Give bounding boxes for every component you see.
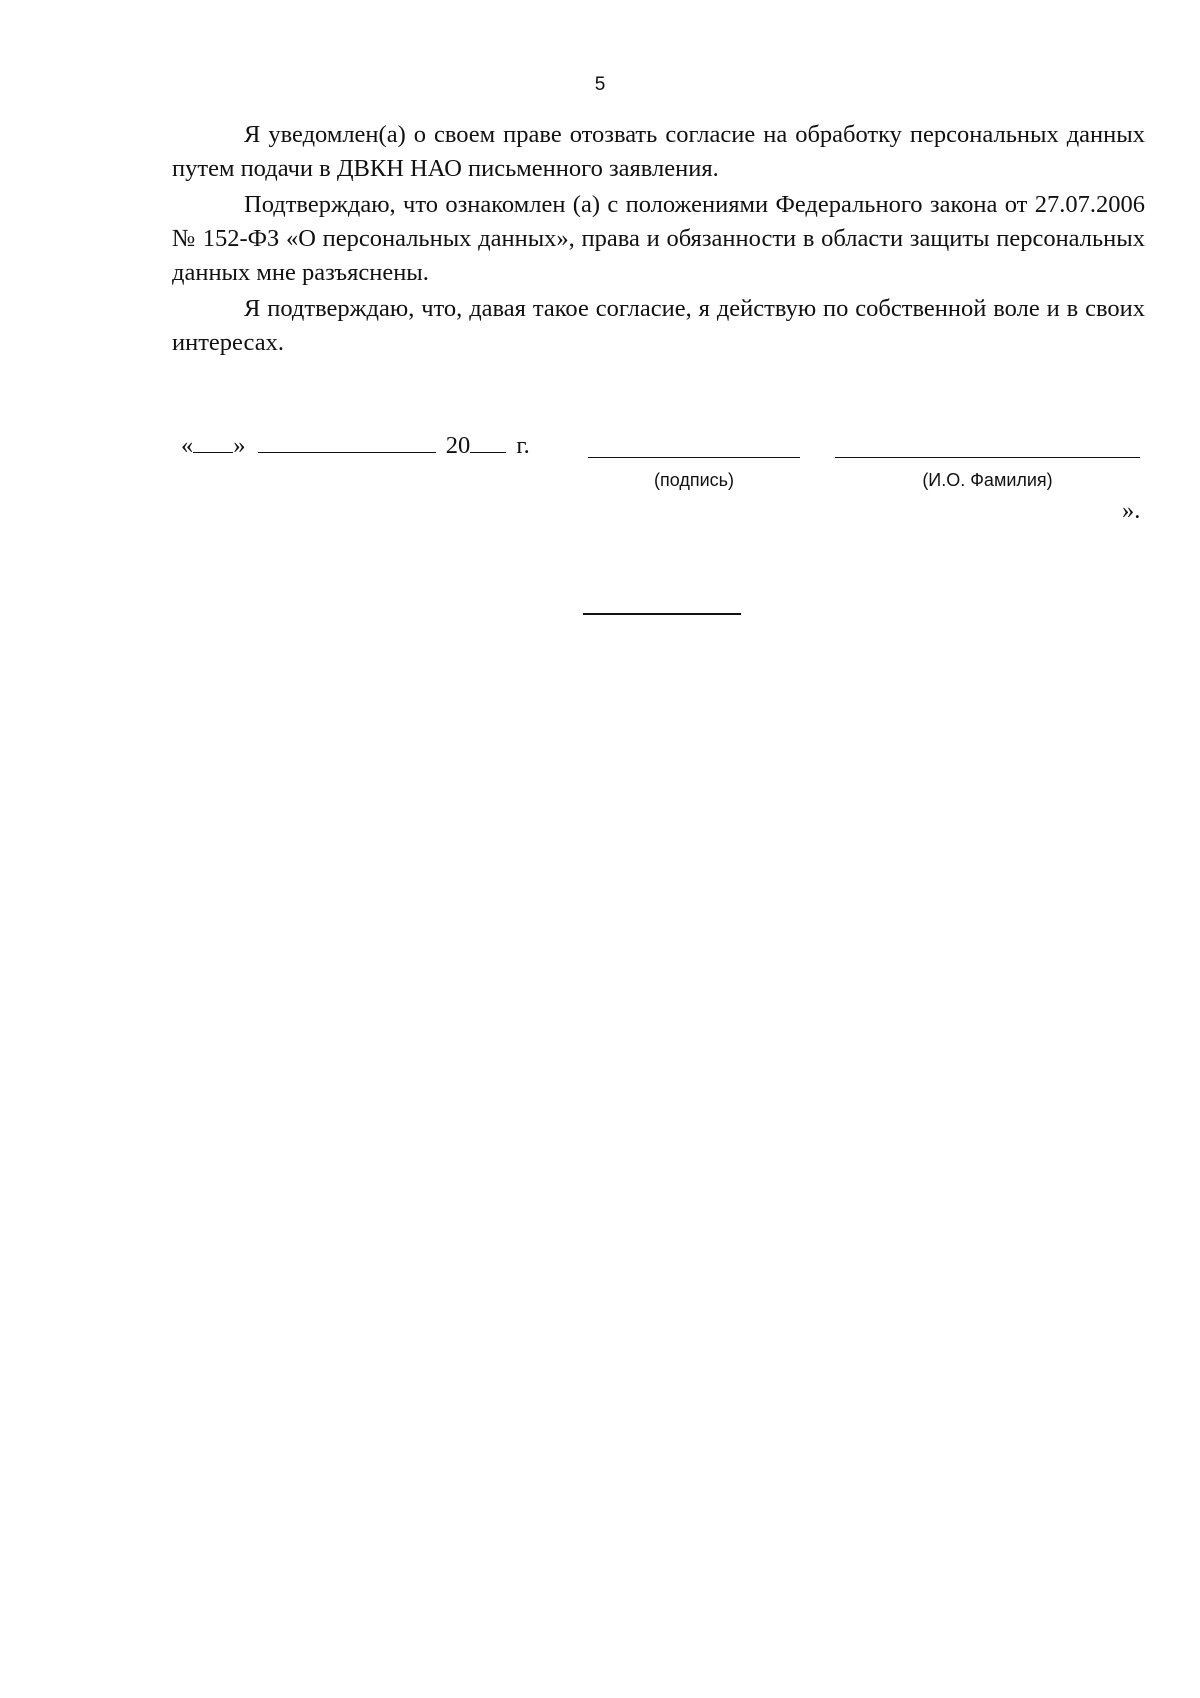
open-quote: «	[181, 432, 194, 459]
name-line[interactable]	[835, 457, 1140, 458]
paragraph-law-acknowledgement: Подтверждаю, что ознакомлен (а) с положениями Федерального закона от 27.07.2006 № 152-ФЗ «О персональных данных», права и обязанности в области защиты персональных данных мне разъяснены.	[172, 191, 1145, 286]
page-number: 5	[594, 74, 606, 95]
signature-line[interactable]	[588, 457, 800, 458]
date-field	[181, 430, 530, 460]
signature-block	[0, 430, 1200, 520]
closing-quote: ».	[1122, 497, 1141, 524]
signature-caption: (подпись)	[653, 470, 735, 490]
end-of-document-rule	[583, 613, 741, 615]
consent-text	[172, 118, 1145, 362]
paragraph-free-will: Я подтверждаю, что, давая такое согласие, я действую по собственной воле и в своих интересах.	[172, 295, 1145, 356]
year-suffix: г.	[516, 432, 530, 459]
name-caption: (И.О. Фамилия)	[922, 470, 1053, 490]
paragraph-withdraw-right: Я уведомлен(а) о своем праве отозвать согласие на обработку персональных данных путем подачи в ДВКН НАО письменного заявления.	[172, 121, 1145, 182]
day-blank[interactable]	[193, 430, 233, 453]
year-blank[interactable]	[470, 430, 506, 453]
year-prefix: 20	[445, 432, 471, 459]
month-blank[interactable]	[258, 430, 436, 453]
close-quote: »	[233, 432, 246, 459]
